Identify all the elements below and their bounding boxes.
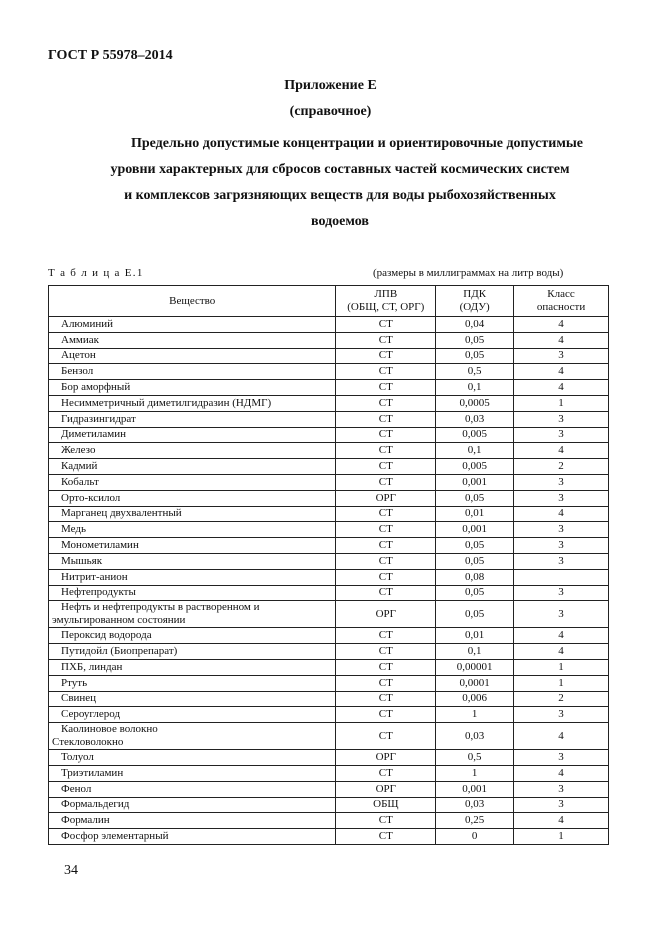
units-note: (размеры в миллиграммах на литр воды)	[373, 267, 564, 279]
table-row	[49, 750, 609, 766]
hazard-class-cell: 1	[514, 659, 609, 675]
lpv-cell: СТ	[336, 459, 436, 475]
header-lpv-line2: (ОБЩ, СТ, ОРГ)	[347, 301, 425, 313]
header-substance: Вещество	[49, 286, 336, 317]
pdk-cell: 0,25	[436, 813, 514, 829]
lpv-cell: СТ	[336, 553, 436, 569]
hazard-class-cell: 3	[514, 348, 609, 364]
title-line-2: уровни характерных для сбросов составных частей космических систем	[110, 162, 570, 177]
title-line-1: Предельно допустимые концентрации и ориентировочные допустимые	[130, 136, 584, 151]
hazard-class-cell: 3	[514, 490, 609, 506]
lpv-cell: СТ	[336, 829, 436, 845]
table-row	[49, 601, 609, 628]
header-pdk-line1: ПДК	[463, 288, 487, 300]
pdk-cell: 0,001	[436, 781, 514, 797]
substance-cell	[49, 723, 336, 750]
hazard-class-cell: 4	[514, 723, 609, 750]
substance-cell: Диметиламин	[49, 427, 336, 443]
table-row	[49, 380, 609, 396]
hazard-class-cell: 3	[514, 781, 609, 797]
lpv-cell: СТ	[336, 628, 436, 644]
hazard-class-cell: 4	[514, 765, 609, 781]
table-row	[49, 829, 609, 845]
lpv-cell: СТ	[336, 691, 436, 707]
lpv-cell: СТ	[336, 522, 436, 538]
pdk-cell: 0,01	[436, 506, 514, 522]
pdk-cell: 0,03	[436, 797, 514, 813]
lpv-cell: СТ	[336, 659, 436, 675]
table-body	[49, 317, 609, 845]
pdk-cell: 0	[436, 829, 514, 845]
table-row	[49, 644, 609, 660]
lpv-cell: СТ	[336, 585, 436, 601]
table-row	[49, 659, 609, 675]
hazard-class-cell: 3	[514, 522, 609, 538]
pdk-cell: 0,03	[436, 411, 514, 427]
table-row	[49, 691, 609, 707]
hazard-class-cell: 1	[514, 395, 609, 411]
document-code: ГОСТ Р 55978–2014	[48, 48, 173, 63]
lpv-cell: СТ	[336, 380, 436, 396]
table-header	[49, 286, 609, 317]
substance-cell: Марганец двухвалентный	[49, 506, 336, 522]
substance-cell: Пероксид водорода	[49, 628, 336, 644]
table-row	[49, 553, 609, 569]
hazard-class-cell: 3	[514, 427, 609, 443]
substance-cell: Формалин	[49, 813, 336, 829]
lpv-cell: ОРГ	[336, 490, 436, 506]
table-row	[49, 443, 609, 459]
substance-cell: Ацетон	[49, 348, 336, 364]
substance-cell: Свинец	[49, 691, 336, 707]
substance-cell: Кобальт	[49, 474, 336, 490]
substance-cell: ПХБ, линдан	[49, 659, 336, 675]
substance-cell: Нитрит-анион	[49, 569, 336, 585]
substance-cell: Железо	[49, 443, 336, 459]
hazard-class-cell: 3	[514, 538, 609, 554]
pdk-cell: 1	[436, 707, 514, 723]
hazard-class-cell: 3	[514, 474, 609, 490]
table-row	[49, 781, 609, 797]
pdk-cell: 0,05	[436, 332, 514, 348]
pdk-cell: 0,1	[436, 380, 514, 396]
substance-cell: Фосфор элементарный	[49, 829, 336, 845]
table-row	[49, 364, 609, 380]
pdk-cell: 0,1	[436, 443, 514, 459]
table-row	[49, 332, 609, 348]
pdk-cell: 0,04	[436, 317, 514, 333]
hazard-class-cell: 4	[514, 644, 609, 660]
header-class-line1: Класс	[547, 288, 575, 300]
hazard-class-cell: 3	[514, 797, 609, 813]
substance-cell: Фенол	[49, 781, 336, 797]
lpv-cell: ОБЩ	[336, 797, 436, 813]
table-row	[49, 707, 609, 723]
hazard-class-cell: 4	[514, 364, 609, 380]
header-class-line2: опасности	[536, 301, 586, 313]
lpv-cell: СТ	[336, 364, 436, 380]
header-lpv-line1: ЛПВ	[374, 288, 398, 300]
pdk-cell: 0,05	[436, 601, 514, 628]
table-row	[49, 585, 609, 601]
lpv-cell: СТ	[336, 427, 436, 443]
pdk-cell: 0,08	[436, 569, 514, 585]
table-header-row	[49, 286, 609, 317]
hazard-class-cell: 2	[514, 691, 609, 707]
hazard-class-cell	[514, 569, 609, 585]
lpv-cell: СТ	[336, 348, 436, 364]
hazard-class-cell: 4	[514, 628, 609, 644]
hazard-class-cell: 4	[514, 506, 609, 522]
table-row	[49, 797, 609, 813]
lpv-cell: СТ	[336, 443, 436, 459]
hazard-class-cell: 4	[514, 380, 609, 396]
substance-cell: Ртуть	[49, 675, 336, 691]
hazard-class-cell: 2	[514, 459, 609, 475]
pdk-cell: 0,001	[436, 474, 514, 490]
substance-name-line1: Нефть и нефтепродукты в растворенном и	[61, 601, 260, 614]
table-row	[49, 490, 609, 506]
substance-name-line2: эмульгированном состоянии	[52, 614, 186, 627]
substance-cell: Алюминий	[49, 317, 336, 333]
substance-cell: Мышьяк	[49, 553, 336, 569]
substance-cell: Орто-ксилол	[49, 490, 336, 506]
lpv-cell: СТ	[336, 317, 436, 333]
hazard-class-cell: 4	[514, 813, 609, 829]
lpv-cell: СТ	[336, 411, 436, 427]
table-row	[49, 765, 609, 781]
pdk-cell: 1	[436, 765, 514, 781]
table-row	[49, 459, 609, 475]
substance-cell: Толуол	[49, 750, 336, 766]
appendix-reference-note: (справочное)	[289, 104, 372, 119]
substance-cell: Триэтиламин	[49, 765, 336, 781]
pdk-cell: 0,0001	[436, 675, 514, 691]
substance-name-line2: Стекловолокно	[52, 736, 124, 749]
table-row	[49, 538, 609, 554]
substance-cell: Бензол	[49, 364, 336, 380]
lpv-cell: ОРГ	[336, 601, 436, 628]
lpv-cell: СТ	[336, 675, 436, 691]
table-row	[49, 411, 609, 427]
pdk-cell: 0,00001	[436, 659, 514, 675]
pdk-cell: 0,05	[436, 553, 514, 569]
table-row	[49, 569, 609, 585]
pdk-cell: 0,03	[436, 723, 514, 750]
table-row	[49, 628, 609, 644]
pdk-cell: 0,005	[436, 459, 514, 475]
lpv-cell: СТ	[336, 395, 436, 411]
appendix-heading: Приложение Е	[284, 78, 377, 93]
pdk-cell: 0,001	[436, 522, 514, 538]
header-pdk-line2: (ОДУ)	[459, 301, 490, 313]
hazard-class-cell: 3	[514, 411, 609, 427]
hazard-class-cell: 3	[514, 707, 609, 723]
page-number: 34	[64, 863, 78, 878]
lpv-cell: ОРГ	[336, 781, 436, 797]
substance-name-line1: Каолиновое волокно	[61, 723, 158, 736]
lpv-cell: СТ	[336, 569, 436, 585]
concentration-table	[48, 285, 609, 845]
lpv-cell: СТ	[336, 644, 436, 660]
substance-cell: Медь	[49, 522, 336, 538]
pdk-cell: 0,05	[436, 490, 514, 506]
pdk-cell: 0,5	[436, 750, 514, 766]
substance-cell: Нефтепродукты	[49, 585, 336, 601]
lpv-cell: СТ	[336, 474, 436, 490]
table-row	[49, 506, 609, 522]
lpv-cell: СТ	[336, 765, 436, 781]
header-hazard-class	[514, 286, 609, 317]
lpv-cell: СТ	[336, 723, 436, 750]
substance-cell: Монометиламин	[49, 538, 336, 554]
table-row	[49, 675, 609, 691]
header-pdk	[436, 286, 514, 317]
title-line-4: водоемов	[311, 214, 369, 229]
table-row	[49, 427, 609, 443]
lpv-cell: СТ	[336, 813, 436, 829]
substance-cell	[49, 601, 336, 628]
pdk-cell: 0,5	[436, 364, 514, 380]
substance-cell: Аммиак	[49, 332, 336, 348]
substance-cell: Гидразингидрат	[49, 411, 336, 427]
pdk-cell: 0,006	[436, 691, 514, 707]
substance-cell: Сероуглерод	[49, 707, 336, 723]
lpv-cell: СТ	[336, 506, 436, 522]
header-lpv	[336, 286, 436, 317]
hazard-class-cell: 1	[514, 675, 609, 691]
hazard-class-cell: 1	[514, 829, 609, 845]
pdk-cell: 0,05	[436, 538, 514, 554]
pdk-cell: 0,05	[436, 585, 514, 601]
pdk-cell: 0,01	[436, 628, 514, 644]
lpv-cell: СТ	[336, 332, 436, 348]
table-label: Т а б л и ц а Е.1	[48, 267, 144, 279]
substance-cell: Формальдегид	[49, 797, 336, 813]
hazard-class-cell: 3	[514, 750, 609, 766]
table-row	[49, 395, 609, 411]
title-line-3: и комплексов загрязняющих веществ для воды рыбохозяйственных	[124, 188, 556, 203]
substance-cell: Бор аморфный	[49, 380, 336, 396]
substance-cell: Несимметричный диметилгидразин (НДМГ)	[49, 395, 336, 411]
table-row	[49, 813, 609, 829]
hazard-class-cell: 4	[514, 317, 609, 333]
hazard-class-cell: 3	[514, 553, 609, 569]
substance-cell: Путидойл (Биопрепарат)	[49, 644, 336, 660]
pdk-cell: 0,05	[436, 348, 514, 364]
table-row	[49, 474, 609, 490]
pdk-cell: 0,0005	[436, 395, 514, 411]
hazard-class-cell: 4	[514, 443, 609, 459]
hazard-class-cell: 3	[514, 601, 609, 628]
lpv-cell: ОРГ	[336, 750, 436, 766]
hazard-class-cell: 4	[514, 332, 609, 348]
substance-cell: Кадмий	[49, 459, 336, 475]
appendix-title	[60, 131, 620, 235]
table-row	[49, 348, 609, 364]
pdk-cell: 0,1	[436, 644, 514, 660]
table-row	[49, 317, 609, 333]
table-row	[49, 522, 609, 538]
lpv-cell: СТ	[336, 538, 436, 554]
pdk-cell: 0,005	[436, 427, 514, 443]
lpv-cell: СТ	[336, 707, 436, 723]
table-row	[49, 723, 609, 750]
hazard-class-cell: 3	[514, 585, 609, 601]
